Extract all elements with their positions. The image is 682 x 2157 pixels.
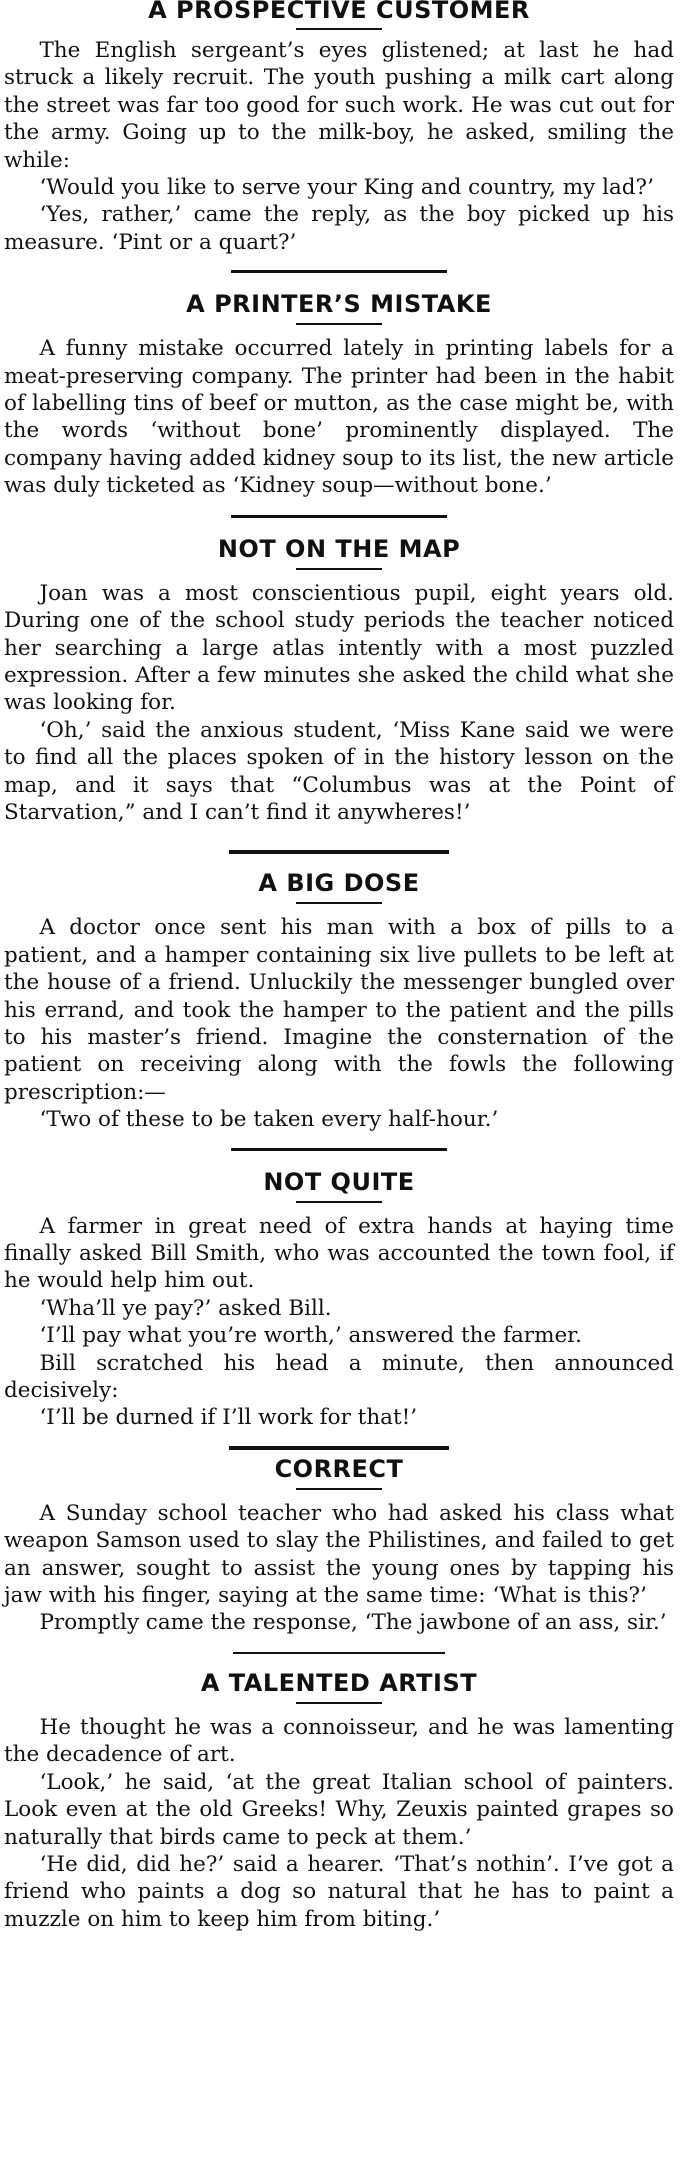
story-title: A PRINTER’S MISTAKE xyxy=(186,290,492,319)
story-paragraph: ‘Wha’ll ye pay?’ asked Bill. xyxy=(39,1295,332,1321)
section-separator xyxy=(231,1148,447,1151)
story-paragraph: He thought he was a connoisseur, and he was lamenting the decadence of art. xyxy=(4,1714,674,1768)
story-title: CORRECT xyxy=(274,1454,404,1483)
story-talented-artist xyxy=(4,1668,674,1933)
story-not-on-the-map xyxy=(4,534,674,827)
section-separator xyxy=(233,1652,445,1654)
story-paragraph: ‘Would you like to serve your King and country, my lad?’ xyxy=(39,175,654,201)
section-separator xyxy=(231,270,447,273)
story-paragraph: A doctor once sent his man with a box of pills to a patient, and a hamper containing six live pullets to be left at the house of a friend. Unluckily the messenger bungled over his errand, and took the hamper to the patient and the pills to his master’s friend. Imagine the consternation of the patient on receiving along with the fowls the following prescription:— xyxy=(4,915,674,1105)
section-separator xyxy=(229,1446,449,1450)
story-paragraph: ‘Look,’ he said, ‘at the great Italian school of painters. Look even at the old Greeks! Why, Zeuxis painted grapes so naturally that birds came to peck at them.’ xyxy=(4,1769,674,1850)
story-paragraph: ‘He did, did he?’ said a hearer. ‘That’s nothin’. I’ve got a friend who paints a dog so natural that he has to paint a muzzle on him to keep him from biting.’ xyxy=(4,1851,674,1932)
story-paragraph: Promptly came the response, ‘The jawbone of an ass, sir.’ xyxy=(39,1610,667,1636)
story-title: A BIG DOSE xyxy=(258,869,420,898)
story-title: NOT ON THE MAP xyxy=(217,534,461,563)
story-paragraph: ‘I’ll be durned if I’ll work for that!’ xyxy=(39,1405,418,1431)
story-paragraph: A Sunday school teacher who had asked his class what weapon Samson used to slay the Philistines, and failed to get an answer, sought to assist the young ones by tapping his jaw with his finger, saying at the same time: ‘What is this?’ xyxy=(4,1500,674,1609)
story-paragraph: ‘I’ll pay what you’re worth,’ answered the farmer. xyxy=(39,1323,582,1349)
story-paragraph: A funny mistake occurred lately in printing labels for a meat-preserving company. The printer had been in the habit of labelling tins of beef or mutton, as the case might be, with the words ‘without bone’ prominently displayed. The company having added kidney soup to its list, the new article was duly ticketed as ‘Kidney soup—without bone.’ xyxy=(4,336,674,499)
title-rule xyxy=(296,323,382,325)
story-correct xyxy=(4,1454,674,1637)
story-prospective-customer xyxy=(4,0,674,256)
title-rule xyxy=(296,1201,382,1203)
title-rule xyxy=(296,28,382,30)
section-separator xyxy=(229,850,449,854)
story-paragraph: A farmer in great need of extra hands at haying time finally asked Bill Smith, who was accounted the town fool, if he would help him out. xyxy=(4,1213,674,1294)
story-paragraph: ‘Two of these to be taken every half-hour.’ xyxy=(39,1107,499,1133)
title-rule xyxy=(296,1488,382,1490)
title-rule xyxy=(296,902,382,904)
story-paragraph: ‘Oh,’ said the anxious student, ‘Miss Kane said we were to find all the places spoken of in the history lesson on the map, and it says that “Columbus was at the Point of Starvation,” and I can’t find it anywheres!’ xyxy=(4,717,674,825)
story-title: A TALENTED ARTIST xyxy=(200,1668,478,1697)
story-big-dose xyxy=(4,868,674,1133)
story-not-quite xyxy=(4,1167,674,1432)
title-rule xyxy=(296,1702,382,1704)
title-rule xyxy=(296,568,382,570)
story-printers-mistake xyxy=(4,289,674,499)
story-title: NOT QUITE xyxy=(263,1167,415,1196)
story-paragraph: ‘Yes, rather,’ came the reply, as the boy picked up his measure. ‘Pint or a quart?’ xyxy=(4,202,674,255)
story-paragraph: The English sergeant’s eyes glistened; at last he had struck a likely recruit. The youth pushing a milk cart along the street was far too good for such work. He was cut out for the army. Going up to the milk-boy, he asked, smiling the while: xyxy=(4,38,674,173)
story-title: A PROSPECTIVE CUSTOMER xyxy=(148,0,530,24)
section-separator xyxy=(231,515,447,518)
story-paragraph: Bill scratched his head a minute, then announced decisively: xyxy=(4,1350,674,1404)
story-paragraph: Joan was a most conscientious pupil, eight years old. During one of the school study periods the teacher noticed her searching a large atlas intently with a most puzzled expression. After a few minutes she asked the child what she was looking for. xyxy=(4,580,674,716)
